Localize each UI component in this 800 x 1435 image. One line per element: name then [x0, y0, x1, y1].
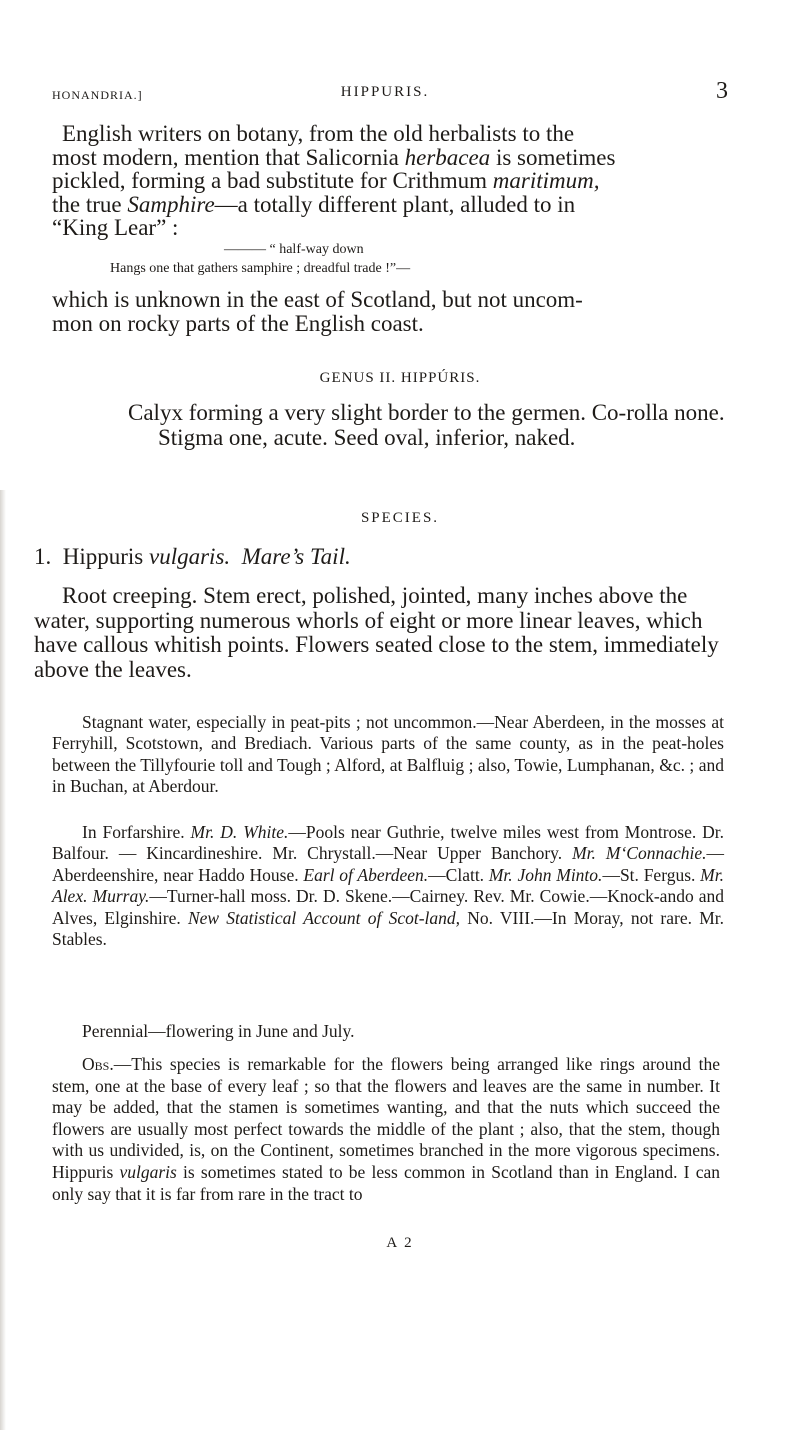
species-number: 1.: [34, 544, 52, 569]
page-number: 3: [716, 78, 728, 104]
genus-definition: Calyx forming a very slight border to the germen. Co-rolla none. Stigma one, acute. Seed oval, inferior, naked.: [128, 400, 725, 450]
species-common-name: Mare’s Tail.: [241, 544, 351, 569]
intro-line: “King Lear” :: [52, 215, 179, 240]
intro-line: English writers on botany, from the old herbalists to the: [62, 121, 575, 146]
species-description: Root creeping. Stem erect, polished, jointed, many inches above the water, supporting numerous whorls of eight or more linear leaves, which have callous whitish points. Flowers seated close to the stem, immediately above the leaves.: [34, 583, 719, 682]
habitat-paragraph: Stagnant water, especially in peat-pits ; not uncommon.—Near Aberdeen, in the mosses at Ferryhill, Scotstown, and Brediach. Various parts of the same county, as in the peat-holes between the Tillyfourie toll and Tough ; Alford, at Balfluig ; also, Towie, Lumphanan, &c. ; and in Buchan, at Aberdour.: [52, 712, 724, 797]
intro-line: which is unknown in the east of Scotland, but not uncom-: [52, 287, 583, 312]
obs-label: Obs.: [82, 1054, 114, 1074]
species-title: [34, 544, 351, 570]
localities-paragraph: In Forfarshire. Mr. D. White.—Pools near Guthrie, twelve miles west from Montrose. Dr. Balfour. — Kincardineshire. Mr. Chrystall.—Near Upper Banchory. Mr. M‘Connachie.— Aberdeenshire, near Haddo House. Earl of Aberdeen.—Clatt. Mr. John Minto.—St. Fergus. Mr. Alex. Murray.—Turner-hall moss. Dr. D. Skene.—Cairney. Rev. Mr. Cowie.—Knock-ando and Alves, Elginshire. New Statistical Account of Scot-land, No. VIII.—In Moray, not rare. Mr. Stables.: [52, 822, 725, 950]
intro-line: the true Samphire—a totally different plant, alluded to in: [52, 191, 576, 217]
genus-heading: GENUS II. HIPPÚRIS.: [319, 370, 481, 386]
header-title: HIPPURIS.: [340, 84, 430, 100]
observation-paragraph: Obs.—This species is remarkable for the flowers being arranged like rings around the stem, one at the base of every leaf ; so that the flowers and leaves are the same in number. It may be added, that the stamen is sometimes wanting, and that the nuts which succeed the flowers are usually most perfect towards the middle of the plant ; also, that the stem, though with us undivided, is, on the Continent, sometimes branched in the more vigorous specimens. Hippuris vulgaris is sometimes stated to be less common in Scotland than in England. I can only say that it is far from rare in the tract to: [52, 1054, 720, 1204]
shakespeare-quote: [110, 240, 610, 278]
intro-paragraph: [52, 122, 718, 240]
species-epithet: vulgaris.: [149, 544, 231, 569]
species-genus-name: Hippuris: [62, 544, 149, 569]
running-header: [50, 78, 728, 108]
intro-line: most modern, mention that Salicornia herbacea is sometimes: [52, 144, 616, 170]
quote-line: Hangs one that gathers samphire ; dreadful trade !”—: [110, 261, 411, 276]
flowering-note: Perennial—flowering in June and July.: [82, 1021, 355, 1041]
printer-signature: A 2: [386, 1235, 414, 1251]
intro-line: pickled, forming a bad substitute for Crithmum maritimum,: [52, 168, 600, 193]
page-edge-shadow: [0, 490, 6, 1430]
quote-line: ——— “ half-way down: [224, 242, 364, 257]
species-heading: SPECIES.: [360, 510, 440, 526]
intro-line: mon on rocky parts of the English coast.: [52, 310, 424, 336]
header-section-name: HONANDRIA.]: [52, 88, 143, 102]
intro-continuation: [52, 288, 718, 335]
